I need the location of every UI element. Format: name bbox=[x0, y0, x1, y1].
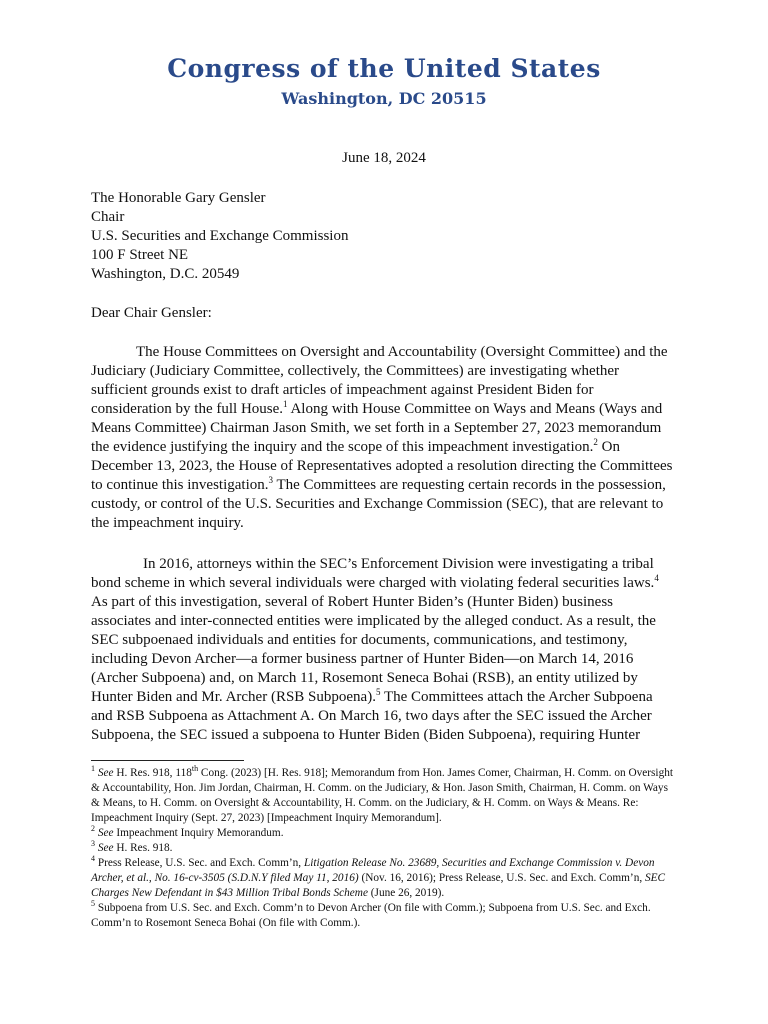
p2-text-c: The Committees attach the Archer Subpoena and RSB Subpoena as Attachment A. On March 16, two days after the SEC issued the Archer Subpoena, the SEC issued a subpoena to Hunter Biden (Biden Subpoena), requiring Hunter bbox=[91, 689, 653, 743]
footnote-5 bbox=[91, 901, 679, 931]
letterhead-title: Congress of the United States bbox=[167, 54, 601, 83]
footnote-ref-5: 5 bbox=[375, 687, 381, 697]
recipient-org: U.S. Securities and Exchange Commission bbox=[91, 228, 349, 244]
footnote-1 bbox=[91, 766, 679, 826]
footnote-1-see: See bbox=[97, 767, 114, 779]
p1-text-b: Along with House Committee on Ways and Means (Ways and Means Committee) Chairman Jason Smith, we set forth in a September 27, 2023 memorandum the evidence justifying the inquiry and the scope of this impeachment investigation. bbox=[91, 401, 663, 455]
footnote-ref-2: 2 bbox=[593, 437, 598, 447]
p2-text-b: As part of this investigation, several of Robert Hunter Biden’s (Hunter Biden) business associates and inter-connected entities were implicated by the alleged conduct. As a result, the SEC subpoenaed individuals and entities for documents, communications, and testimony, including Devon Archer—a former business partner of Hunter Biden—on March 14, 2016 (Archer Subpoena) and, on March 11, Rosemont Seneca Bohai (RSB), an entity utilized by Hunter Biden and Mr. Archer (RSB Subpoena). bbox=[91, 594, 656, 705]
letter-date: June 18, 2024 bbox=[342, 150, 426, 166]
footnote-ref-3: 3 bbox=[268, 475, 273, 485]
footnote-4-number: 4 bbox=[91, 854, 95, 864]
footnote-3-text: H. Res. 918. bbox=[113, 842, 173, 854]
footnote-3-number: 3 bbox=[91, 839, 95, 849]
recipient-street: 100 F Street NE bbox=[91, 247, 189, 263]
footnote-4-text-a: Press Release, U.S. Sec. and Exch. Comm’n, bbox=[95, 857, 304, 869]
footnote-5-text: Subpoena from U.S. Sec. and Exch. Comm’n to Devon Archer (On file with Comm.); Subpoena from U.S. Sec. and Exch. Comm’n to Rosemont Seneca Bohai (On file with Comm.). bbox=[91, 902, 651, 929]
footnote-1-text-b: Cong. (2023) [H. Res. 918]; Memorandum from Hon. James Comer, Chairman, H. Comm. on Oversight & Accountability, Hon. Jim Jordan, Chairman, H. Comm. on the Judiciary, & Hon. Jason Smith, Chairman, H. Comm. on Ways & Means, to H. Comm. on Oversight & Accountability, H. Comm. on the Judiciary, & H. Comm. on Ways & Means. Re: Impeachment Inquiry (Sept. 27, 2023) [Impeachment Inquiry Memorandum]. bbox=[91, 767, 674, 824]
p1-text-c: On December 13, 2023, the House of Representatives adopted a resolution directing the Committees to continue this investigation. bbox=[91, 439, 673, 493]
body-paragraph-1 bbox=[91, 343, 675, 533]
recipient-title: Chair bbox=[91, 209, 125, 225]
footnote-ref-4: 4 bbox=[654, 573, 659, 583]
footnote-2 bbox=[91, 826, 679, 841]
footnote-3-see: See bbox=[97, 842, 114, 854]
footnote-4-citation-1: Litigation Release No. 23689, Securities and Exchange Commission v. Devon Archer, et al., No. 16-cv-3505 (S.D.N.Y filed May 11, 2016) bbox=[91, 857, 655, 884]
footnote-4 bbox=[91, 856, 679, 901]
footnote-2-number: 2 bbox=[91, 824, 95, 834]
p1-text-d: The Committees are requesting certain records in the possession, custody, or control of the U.S. Securities and Exchange Commission (SEC), that are relevant to the impeachment inquiry. bbox=[91, 477, 666, 531]
footnote-2-text: Impeachment Inquiry Memorandum. bbox=[113, 827, 284, 839]
footnote-2-see: See bbox=[97, 827, 114, 839]
body-paragraph-2 bbox=[91, 555, 675, 745]
footnote-4-text-c: (June 26, 2019). bbox=[367, 887, 445, 899]
footnote-divider bbox=[91, 760, 244, 761]
recipient-name: The Honorable Gary Gensler bbox=[91, 190, 266, 206]
footnote-1-ordinal: th bbox=[191, 764, 199, 774]
footnote-1-text-a: H. Res. 918, 118 bbox=[113, 767, 192, 779]
footnote-5-number: 5 bbox=[91, 899, 95, 909]
recipient-address-block bbox=[91, 189, 348, 284]
recipient-city: Washington, D.C. 20549 bbox=[91, 266, 240, 282]
footnote-ref-1: 1 bbox=[283, 399, 288, 409]
letterhead-address: Washington, DC 20515 bbox=[281, 89, 487, 108]
p1-text-a: The House Committees on Oversight and Accountability (Oversight Committee) and the Judiciary (Judiciary Committee, collectively, the Committees) are investigating whether sufficient grounds exist to draft articles of impeachment against President Biden for consideration by the full House. bbox=[91, 344, 668, 417]
letterhead bbox=[0, 54, 768, 108]
footnote-3 bbox=[91, 841, 679, 856]
footnote-4-text-b: (Nov. 16, 2016); Press Release, U.S. Sec. and Exch. Comm’n, bbox=[358, 872, 645, 884]
salutation: Dear Chair Gensler: bbox=[91, 305, 212, 321]
p2-text-a: In 2016, attorneys within the SEC’s Enforcement Division were investigating a tribal bond scheme in which several individuals were charged with violating federal securities laws. bbox=[91, 556, 655, 591]
footnotes bbox=[91, 766, 679, 931]
footnote-4-citation-2: SEC Charges New Defendant in $43 Million Tribal Bonds Scheme bbox=[91, 872, 666, 899]
footnote-1-number: 1 bbox=[91, 764, 95, 774]
